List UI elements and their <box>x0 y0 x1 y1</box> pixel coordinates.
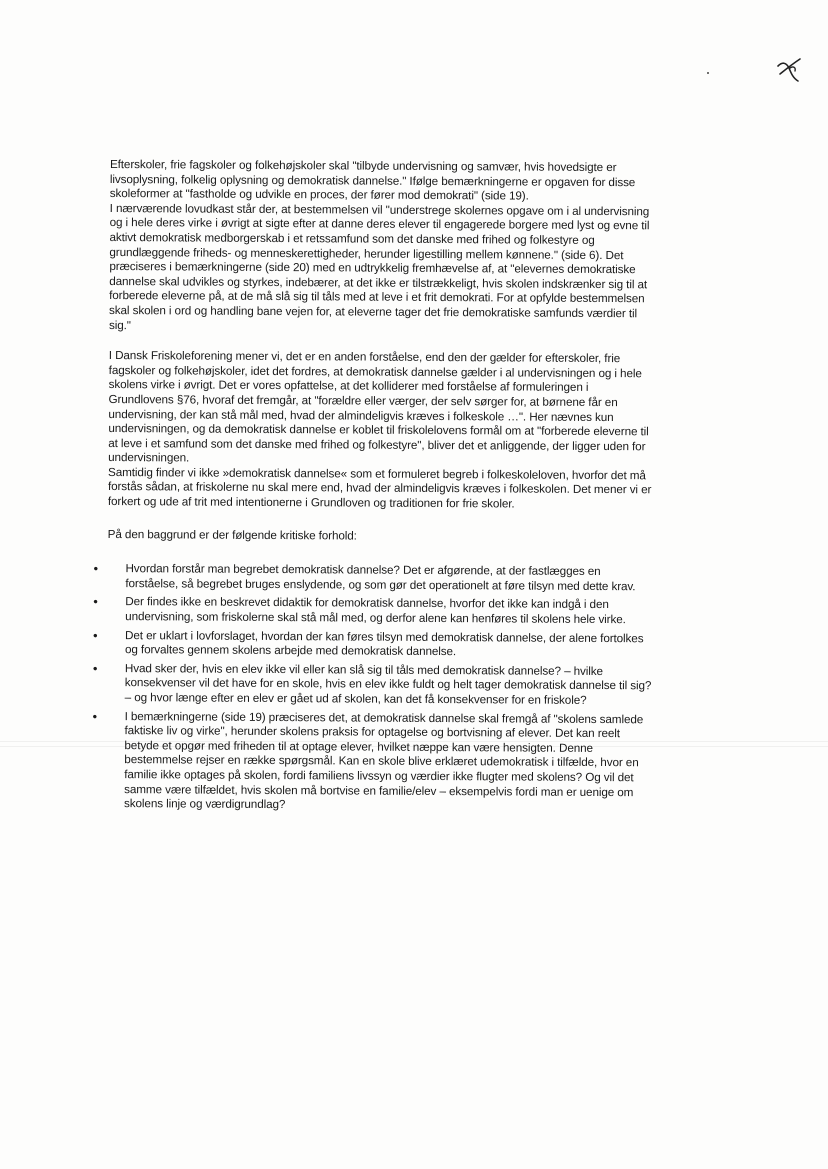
document-body <box>106 158 658 819</box>
list-item: • Det er uklart i lovforslaget, hvordan der kan føres tilsyn med demokratisk dannelse, der alene fortolkes og forvaltes gennem skolens arbejde med demokratisk dannelse. <box>107 629 655 662</box>
handwritten-checkmark-icon <box>776 56 802 84</box>
paragraph-intro: Efterskoler, frie fagskoler og folkehøjskoler skal "tilbyde undervisning og samvær, hvis hovedsigte er livsoplysning, folkelig oplysning og demokratisk dannelse." Ifølge bemærkningerne er opgaven for disse skoleformer at "fastholde og udvikle en proces, der fører mod demokrati" (side 19). <box>109 158 636 203</box>
list-item: • Hvordan forstår man begrebet demokratisk dannelse? Det er afgørende, at der fastlægges en forståelse, så begrebet bruges enslydende, og som gør det operationelt at føre tilsyn med dette krav. <box>107 562 655 595</box>
paragraph-kritiske-forhold: På den baggrund er der følgende kritiske forhold: <box>107 527 357 543</box>
paragraph-samtidig: Samtidig finder vi ikke »demokratisk dannelse« som et formuleret begreb i folkeskoleloven, hvorfor det må forstås sådan, at friskolerne nu skal mere end, hvad der almindeligvis kræves i folkeskolen. Det mener vi er forkert og ude af trit med intentionerne i Grundloven og traditionen for frie skoler. <box>107 465 652 511</box>
list-item: • Der findes ikke en beskrevet didaktik for demokratisk dannelse, hvorfor det ikke kan indgå i den undervisning, som friskolerne skal stå mål med, og derfor alene kan henføres til skolens hele virke. <box>107 595 655 628</box>
list-item: • I bemærkningerne (side 19) præciseres det, at demokratisk dannelse skal fremgå af "skolens samlede faktiske liv og virke", herunder skolens praksis for optagelse og bortvisning af elever. Det kan reelt betyde et opgør med friheden til at optage elever, hvilket næppe kan være hensigten. Denne bestemmelse rejser en række spørgsmål. Kan en skole blive erklæret udemokratisk i tilfælde, hvor en familie ikke optages på skolen, fordi familiens livssyn og værdier ikke flugter med skolens? Og vil det samme være tilfældet, hvis skolen må bortvise en familie/elev – eksempelvis fordi man er uenige om skolens linje og værdigrundlag? <box>106 710 655 816</box>
critical-issues-list <box>106 562 656 815</box>
list-item: • Hvad sker der, hvis en elev ikke vil eller kan slå sig til tåls med demokratisk dannelse? – hvilke konsekvenser vil det have for en skole, hvis en elev ikke fuldt og helt tager demokratisk dannelse til sig? – og hvor længe efter en elev er gået ud af skolen, kan det få konsekvenser for en friskole? <box>107 662 655 709</box>
paragraph-lovudkast: I nærværende lovudkast står der, at bestemmelsen vil "understrege skolernes opgave om i al undervisning og i hele deres virke i øvrigt at sigte efter at danne deres elever til engagerede borgere med lyst og evne til aktivt demokratisk medborgerskab i et retssamfund som det danske med frihed og folkestyre og grundlæggende friheds- og menneskerettigheder, herunder ligestilling mellem kønnene." (side 6). Det præciseres i bemærkningerne (side 20) med en udtrykkelig fremhævelse af, at "elevernes demokratiske dannelse skal udvikles og styrkes, indebærer, at det ikke er tilstrækkeligt, hvis skolen indskrænker sig til at forberede eleverne på, at de må slå sig til tåls med at leve i et frit demokrati. For at opfylde bestemmelsen skal skolen i ord og handling bane vejen for, at eleverne tager det frie demokratiske samfunds værdier til sig." <box>108 201 650 332</box>
paragraph-friskoleforening: I Dansk Friskoleforening mener vi, det er en anden forståelse, end den der gælder for efterskoler, frie fagskoler og folkehøjskoler, idet det fordres, at demokratisk dannelse gælder i al undervisningen og i hele skolens virke i øvrigt. Det er vores opfattelse, at det kolliderer med forståelse af formuleringen i Grundlovens §76, hvoraf det fremgår, at "forældre eller værger, der selv sørger for, at børnene får en undervisning, der kan stå mål med, hvad der almindeligvis kræves i folkeskole …". Her nævnes kun undervisningen, og da demokratisk dannelse er koblet til friskolelovens formål om at "forberede eleverne til at leve i et samfund som det danske med frihed og folkestyre", bliver det et anliggende, der ligger uden for undervisningen. <box>108 349 649 465</box>
scan-speck <box>707 72 709 74</box>
